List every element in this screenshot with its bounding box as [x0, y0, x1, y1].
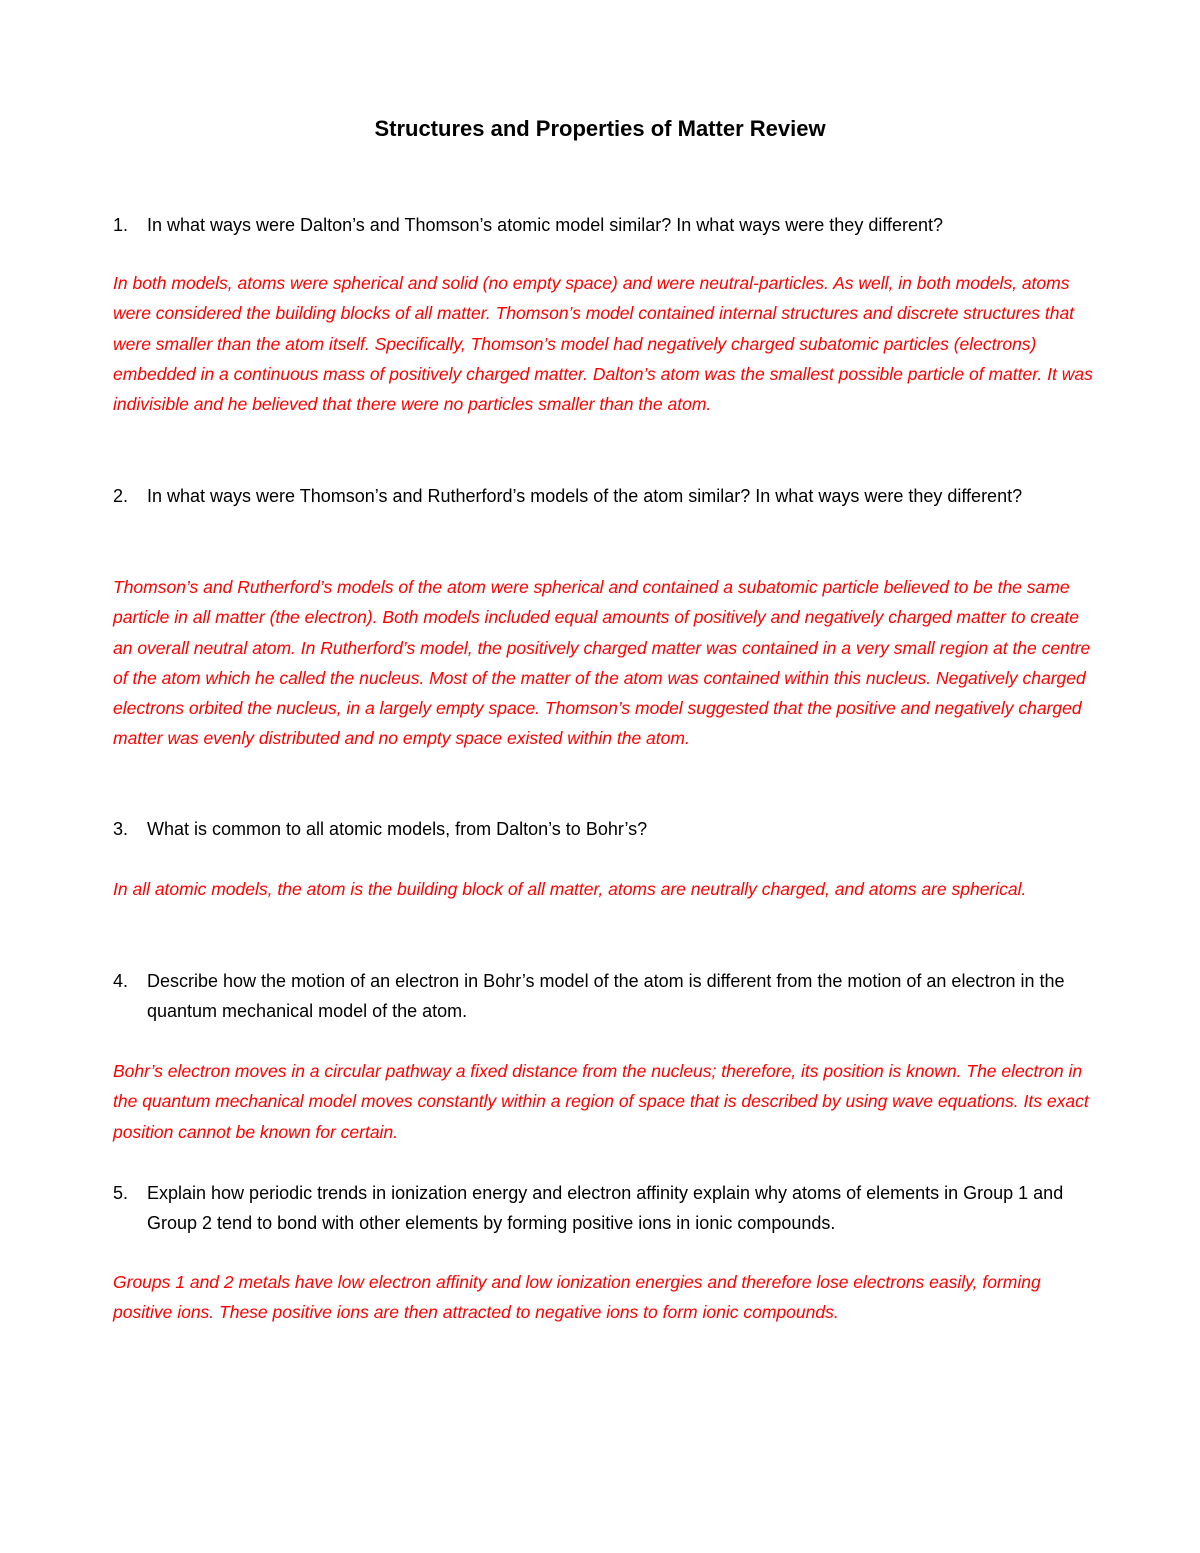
question-text: Describe how the motion of an electron in Bohr’s model of the atom is different from the motion of an electron in the quantum mechanical model of the atom.	[147, 971, 1065, 1021]
question-number: 4.	[113, 971, 129, 991]
answer-5: Groups 1 and 2 metals have low electron affinity and low ionization energies and therefore lose electrons easily, forming positive ions. These positive ions are then attracted to negative ions to form ionic compounds.	[113, 1272, 1041, 1323]
question-2	[113, 481, 1093, 511]
question-text: In what ways were Dalton’s and Thomson’s atomic model similar? In what ways were they different?	[147, 215, 944, 235]
question-5	[113, 1178, 1093, 1238]
answer-2: Thomson’s and Rutherford’s models of the atom were spherical and contained a subatomic particle believed to be the same particle in all matter (the electron). Both models included equal amounts of positively and negatively charged matter to create an overall neutral atom. In Rutherford’s model, the positively charged matter was contained in a very small region at the centre of the atom which he called the nucleus. Most of the matter of the atom was contained within this nucleus. Negatively charged electrons orbited the nucleus, in a largely empty space. Thomson’s model suggested that the positive and negatively charged matter was evenly distributed and no empty space existed within the atom.	[113, 577, 1091, 749]
answer-1: In both models, atoms were spherical and solid (no empty space) and were neutral-particles. As well, in both models, atoms were considered the building blocks of all matter. Thomson’s model contained internal structures and discrete structures that were smaller than the atom itself. Specifically, Thomson’s model had negatively charged subatomic particles (electrons) embedded in a continuous mass of positively charged matter. Dalton’s atom was the smallest possible particle of matter. It was indivisible and he believed that there were no particles smaller than the atom.	[113, 273, 1093, 415]
question-number: 1.	[113, 215, 129, 235]
question-text: What is common to all atomic models, from Dalton’s to Bohr’s?	[147, 819, 648, 839]
answer-3: In all atomic models, the atom is the building block of all matter, atoms are neutrally charged, and atoms are spherical.	[113, 879, 1027, 899]
question-text: In what ways were Thomson’s and Rutherford’s models of the atom similar? In what ways were they different?	[147, 486, 1023, 506]
question-number: 2.	[113, 486, 129, 506]
page-title: Structures and Properties of Matter Review	[374, 116, 826, 141]
question-4	[113, 966, 1093, 1026]
question-3	[113, 814, 1093, 844]
question-text: Explain how periodic trends in ionization energy and electron affinity explain why atoms of elements in Group 1 and Group 2 tend to bond with other elements by forming positive ions in ionic compounds.	[147, 1183, 1064, 1233]
question-number: 5.	[113, 1183, 129, 1203]
answer-4: Bohr’s electron moves in a circular pathway a fixed distance from the nucleus; therefore, its position is known. The electron in the quantum mechanical model moves constantly within a region of space that is described by using wave equations. Its exact position cannot be known for certain.	[113, 1061, 1089, 1142]
question-1	[113, 210, 1093, 240]
question-number: 3.	[113, 819, 129, 839]
